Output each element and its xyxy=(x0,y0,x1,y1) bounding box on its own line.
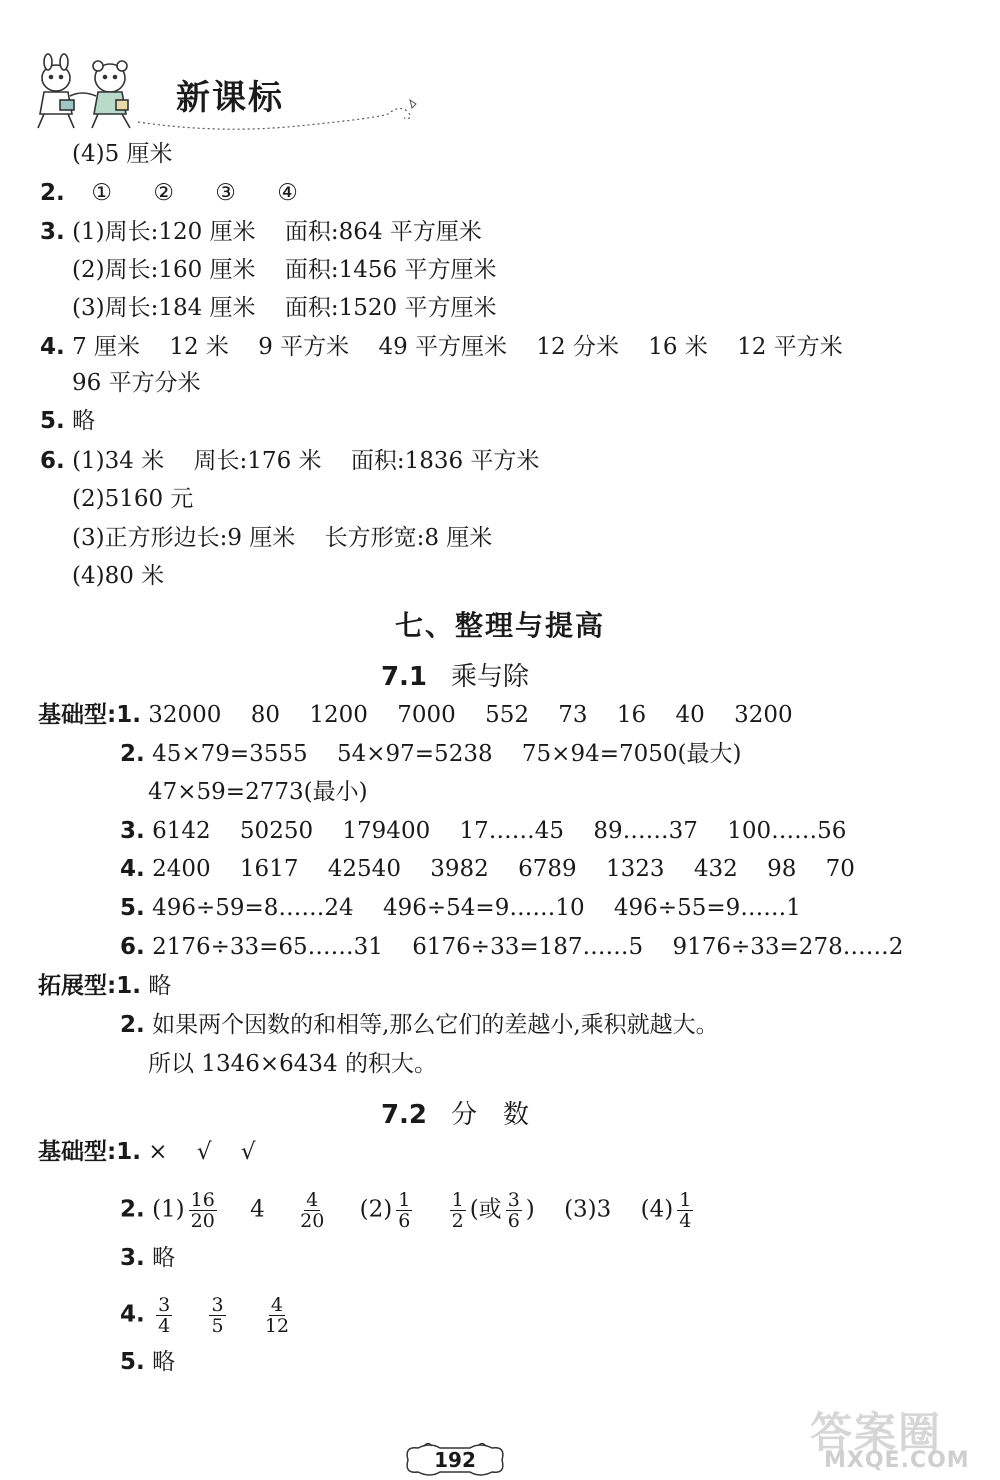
question-number: 6. xyxy=(40,448,65,474)
answer-ext-q1 xyxy=(38,971,171,1001)
numerator: 4 xyxy=(306,1189,319,1211)
fraction xyxy=(506,1190,522,1231)
answer-basic-q2-cont xyxy=(148,777,368,807)
watermark-cn: 答案圈 xyxy=(810,1408,943,1457)
answer-item: 40 xyxy=(675,702,705,728)
brand-title: 新课标 xyxy=(176,78,284,118)
denominator: 6 xyxy=(398,1210,411,1232)
numerator: 1 xyxy=(451,1189,464,1211)
answer-item: 略 xyxy=(152,1349,176,1375)
page-number-badge xyxy=(400,1440,510,1480)
answer-item: 1617 xyxy=(239,856,299,882)
section-title xyxy=(0,1094,910,1131)
fraction xyxy=(450,1190,466,1231)
question-number: 3. xyxy=(40,219,65,245)
answer-part: (2) xyxy=(359,1196,393,1223)
answer-item: 面积:1520 平方厘米 xyxy=(284,295,497,321)
answer-item: (4)80 米 xyxy=(72,563,165,589)
answer-q4-cont xyxy=(72,368,201,398)
answer-line xyxy=(72,139,173,169)
question-number: 2. xyxy=(40,180,65,206)
denominator: 5 xyxy=(211,1315,224,1337)
answer-item: 552 xyxy=(485,702,529,728)
denominator: 12 xyxy=(264,1315,290,1337)
answer-item: 496÷59=8……24 xyxy=(152,895,354,921)
question-number: 5. xyxy=(120,1349,145,1375)
answer-item: √ xyxy=(196,1139,212,1165)
denominator: 4 xyxy=(679,1210,692,1232)
fraction xyxy=(209,1295,225,1336)
answer-item: 略 xyxy=(152,1245,176,1271)
answer-item: ③ xyxy=(215,180,236,206)
answer-item: 496÷54=9……10 xyxy=(382,895,585,921)
fraction xyxy=(263,1295,291,1336)
section-number: 7.2 xyxy=(380,1100,428,1130)
chapter-title: 七、整理与提高 xyxy=(394,609,605,642)
answer-item: 432 xyxy=(693,856,738,882)
answer-part: (或 xyxy=(469,1196,502,1223)
answer-q3-row xyxy=(72,293,496,323)
answer-item: (1)34 米 xyxy=(72,448,165,474)
numerator: 3 xyxy=(158,1294,171,1316)
answer-q6 xyxy=(40,446,539,476)
answer-basic-q5 xyxy=(120,893,801,923)
answer-item: 9176÷33=278……2 xyxy=(672,934,904,960)
answer-basic-q1 xyxy=(38,1137,255,1167)
answer-item: 面积:1456 平方厘米 xyxy=(284,257,497,283)
answer-item: 3200 xyxy=(734,702,793,728)
numerator: 3 xyxy=(211,1294,224,1316)
answer-q6-line xyxy=(72,484,193,514)
answer-item: (2)周长:160 厘米 xyxy=(72,257,256,283)
answer-item: 3982 xyxy=(430,856,489,882)
fraction xyxy=(189,1190,217,1231)
answer-item: 100……56 xyxy=(727,818,847,844)
answer-item: 1323 xyxy=(605,856,665,882)
answer-item: 179400 xyxy=(342,818,431,844)
answer-ext-q2 xyxy=(120,1010,719,1040)
question-number: 4. xyxy=(120,856,145,882)
answer-q6-line xyxy=(72,523,492,553)
answer-item: 6176÷33=187……5 xyxy=(412,934,644,960)
answer-basic-q1 xyxy=(38,700,793,730)
answer-item: 50250 xyxy=(239,818,314,844)
answer-basic-q3 xyxy=(120,816,846,846)
category-label: 拓展型: xyxy=(38,973,117,999)
answer-item: 70 xyxy=(825,856,855,882)
fraction xyxy=(156,1295,172,1336)
answer-q4 xyxy=(40,332,843,362)
fraction xyxy=(396,1190,412,1231)
denominator: 6 xyxy=(507,1210,520,1232)
answer-item: 89……37 xyxy=(593,818,698,844)
answer-item: ① xyxy=(91,180,112,206)
answer-item: √ xyxy=(240,1139,256,1165)
question-number: 5. xyxy=(40,408,65,434)
answer-item: 73 xyxy=(558,702,588,728)
answer-item: ④ xyxy=(277,180,298,206)
section-title xyxy=(0,656,910,693)
question-number: 3. xyxy=(120,818,145,844)
denominator: 4 xyxy=(158,1315,171,1337)
answer-ext-q2-cont xyxy=(148,1049,437,1079)
question-number: 1. xyxy=(116,1139,141,1165)
section-number: 7.1 xyxy=(380,662,428,692)
answer-item: (2)5160 元 xyxy=(72,486,194,512)
answer-q3-row xyxy=(40,217,482,247)
answer-part: (1) xyxy=(152,1196,185,1223)
denominator: 2 xyxy=(451,1210,464,1232)
answer-item: 42540 xyxy=(327,856,401,882)
answer-item: 面积:864 平方厘米 xyxy=(284,219,482,245)
answer-item: 32000 xyxy=(148,702,222,728)
answer-item: 9 平方米 xyxy=(258,334,350,360)
watermark-en: MXQE.COM xyxy=(824,1448,970,1473)
answer-item: 80 xyxy=(250,702,281,728)
category-label: 基础型: xyxy=(38,702,117,728)
denominator: 20 xyxy=(190,1210,215,1232)
answer-q2 xyxy=(40,178,298,208)
answer-item: 如果两个因数的和相等,那么它们的差越小,乘积就越大。 xyxy=(152,1012,719,1038)
answer-basic-q5 xyxy=(120,1347,175,1377)
answer-text: (4)5 厘米 xyxy=(72,141,173,167)
question-number: 1. xyxy=(116,702,141,728)
answer-item: 2400 xyxy=(152,856,211,882)
answer-item: (3)周长:184 厘米 xyxy=(72,295,256,321)
question-number: 4. xyxy=(120,1301,145,1328)
answer-q5 xyxy=(40,406,95,436)
numerator: 1 xyxy=(398,1189,411,1211)
answer-item: ② xyxy=(153,180,174,206)
answer-basic-q4 xyxy=(120,1295,295,1336)
answer-item: 96 平方分米 xyxy=(72,370,201,396)
answer-basic-q4 xyxy=(120,854,855,884)
answer-item: 47×59=2773(最小) xyxy=(148,779,368,805)
question-number: 6. xyxy=(120,934,145,960)
question-number: 1. xyxy=(116,973,141,999)
answer-item: 1200 xyxy=(309,702,368,728)
answer-item: 2176÷33=65……31 xyxy=(152,934,383,960)
watermark xyxy=(810,1400,990,1475)
answer-item: 12 米 xyxy=(169,334,229,360)
answer-item: 496÷55=9……1 xyxy=(613,895,801,921)
answer-item: 12 分米 xyxy=(536,334,619,360)
answer-item: 16 米 xyxy=(648,334,708,360)
question-number: 4. xyxy=(40,334,65,360)
decorative-swirl-icon xyxy=(138,92,438,132)
answer-item: (3)正方形边长:9 厘米 xyxy=(72,525,296,551)
answer-q3-row xyxy=(72,255,496,285)
answer-item: 12 平方米 xyxy=(737,334,843,360)
page-header xyxy=(18,52,438,132)
answer-item: 49 平方厘米 xyxy=(378,334,508,360)
answer-item: 45×79=3555 xyxy=(152,741,308,767)
numerator: 1 xyxy=(679,1189,692,1211)
question-number: 2. xyxy=(120,1012,145,1038)
answer-item: (1)周长:120 厘米 xyxy=(72,219,256,245)
answer-item: 7000 xyxy=(397,702,456,728)
answer-part: ) xyxy=(525,1196,535,1223)
question-number: 2. xyxy=(120,741,145,767)
category-label: 基础型: xyxy=(38,1139,117,1165)
numerator: 16 xyxy=(190,1189,215,1211)
question-number: 2. xyxy=(120,1196,145,1223)
section-name: 乘与除 xyxy=(451,662,530,692)
denominator: 20 xyxy=(300,1210,325,1232)
answer-item: 4 xyxy=(250,1196,265,1223)
numerator: 3 xyxy=(507,1189,520,1211)
answer-item: 17……45 xyxy=(459,818,565,844)
answer-part: (3)3 xyxy=(564,1196,612,1223)
answer-basic-q2 xyxy=(120,1190,697,1231)
answer-item: 略 xyxy=(72,408,96,434)
answer-item: 面积:1836 平方米 xyxy=(350,448,540,474)
page-number: 192 xyxy=(434,1448,476,1472)
answer-basic-q6 xyxy=(120,932,903,962)
answer-item: 所以 1346×6434 的积大。 xyxy=(148,1051,437,1077)
answer-item: 98 xyxy=(767,856,797,882)
numerator: 4 xyxy=(270,1294,284,1316)
answer-item: 长方形宽:8 厘米 xyxy=(324,525,493,551)
answer-basic-q2 xyxy=(120,739,741,769)
answer-item: 75×94=7050(最大) xyxy=(521,741,742,767)
question-number: 3. xyxy=(120,1245,145,1271)
answer-q6-line xyxy=(72,561,164,591)
answer-part: (4) xyxy=(640,1196,674,1223)
answer-item: 周长:176 米 xyxy=(193,448,322,474)
fraction xyxy=(298,1190,326,1231)
answer-item: 6142 xyxy=(152,818,211,844)
answer-item: 略 xyxy=(148,973,172,999)
fraction xyxy=(677,1190,693,1231)
answer-item: 7 厘米 xyxy=(72,334,141,360)
answer-item: 16 xyxy=(616,702,647,728)
answer-item: × xyxy=(148,1139,168,1165)
answer-item: 6789 xyxy=(518,856,577,882)
answer-basic-q3 xyxy=(120,1243,175,1273)
section-name: 分 数 xyxy=(451,1100,530,1130)
answer-item: 54×97=5238 xyxy=(336,741,493,767)
question-number: 5. xyxy=(120,895,145,921)
